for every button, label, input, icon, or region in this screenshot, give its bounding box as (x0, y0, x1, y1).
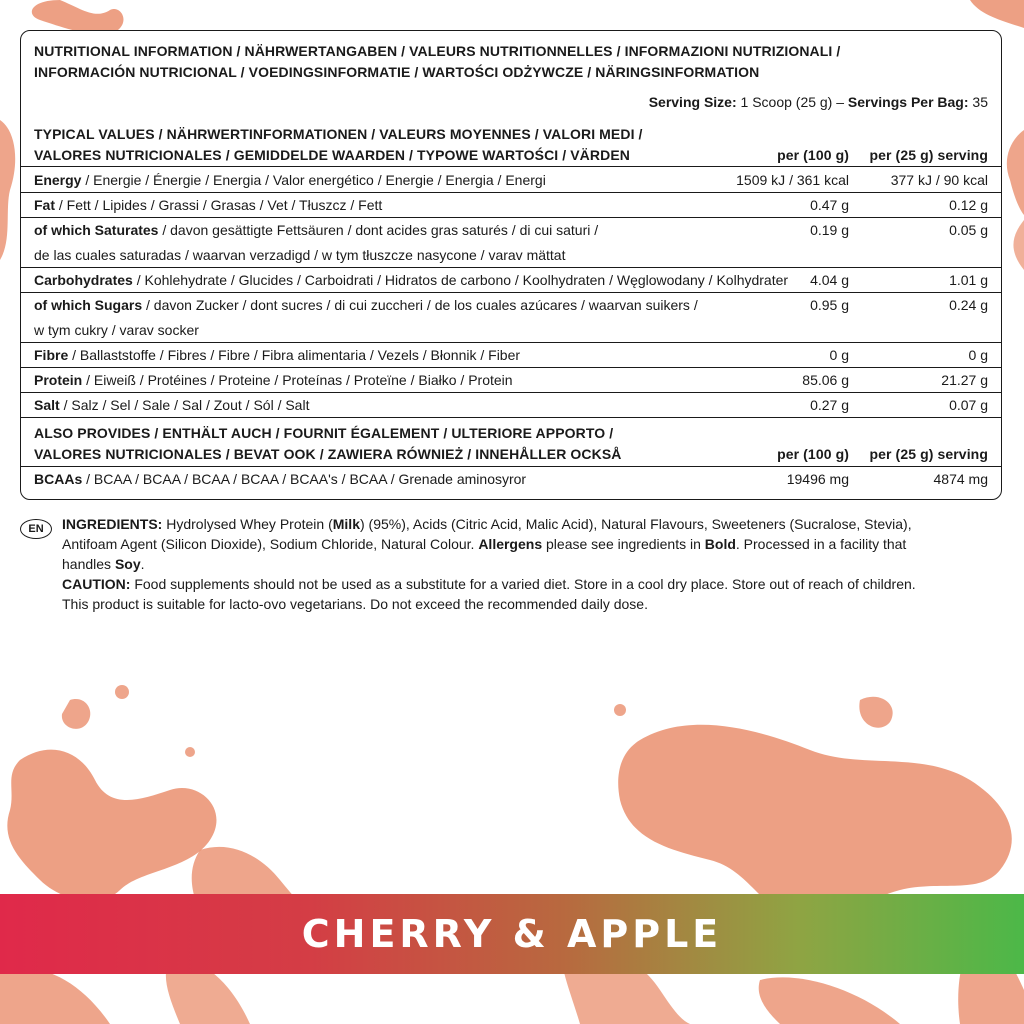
row-label: Fibre / Ballaststoffe / Fibres / Fibre / Fibra alimentaria / Vezels / Błonnik / Fiber (34, 347, 521, 363)
caution-label: CAUTION: (62, 576, 131, 592)
row-value-per-serving: 377 kJ / 90 kcal (890, 172, 988, 188)
row-label-continued: w tym cukry / varav socker (34, 322, 199, 338)
typical-values-line1: TYPICAL VALUES / NÄHRWERTINFORMATIONEN / VALEURS MOYENNES / VALORI MEDI / (34, 126, 643, 142)
row-value-per-serving: 0.24 g (949, 297, 988, 313)
also-provides-line2: VALORES NUTRICIONALES / BEVAT OOK / ZAWIERA RÓWNIEŻ / INNEHÅLLER OCKSÅ (34, 446, 622, 462)
row-value-per-serving: 0.05 g (949, 222, 988, 238)
row-value-per-serving: 0.07 g (949, 397, 988, 413)
row-label: of which Saturates / davon gesättigte Fettsäuren / dont acides gras saturés / di cui saturi / (34, 222, 599, 238)
row-value-per-100g: 85.06 g (802, 372, 849, 388)
row-value-per-serving: 21.27 g (941, 372, 988, 388)
row-value-per-100g: 0 g (829, 347, 849, 363)
table-title-line2: INFORMACIÓN NUTRICIONAL / VOEDINGSINFORMATIE / WARTOŚCI ODŻYWCZE / NÄRINGSINFORMATION (34, 64, 760, 80)
serving-info (649, 93, 988, 111)
column-header-per-serving: per (25 g) serving (869, 446, 988, 462)
divider (21, 192, 1001, 193)
divider (21, 267, 1001, 268)
caution-text: Food supplements should not be used as a substitute for a varied diet. Store in a cool dry place. Store out of reach of children. This product is suitable for lacto-ovo vegetarians. Do not exceed the recommended daily dose. (62, 576, 916, 612)
divider (21, 367, 1001, 368)
typical-values-line2: VALORES NUTRICIONALES / GEMIDDELDE WAARDEN / TYPOWE WARTOŚCI / VÄRDEN (34, 147, 630, 163)
ingredients-label: INGREDIENTS: (62, 516, 163, 532)
flavour-title: CHERRY & APPLE (301, 912, 723, 956)
row-value-per-100g: 0.19 g (810, 222, 849, 238)
row-value-per-100g: 0.27 g (810, 397, 849, 413)
row-value-per-100g: 1509 kJ / 361 kcal (736, 172, 849, 188)
row-value-per-serving: 0.12 g (949, 197, 988, 213)
divider (21, 342, 1001, 343)
ingredients-text: INGREDIENTS: Hydrolysed Whey Protein (Milk) (95%), Acids (Citric Acid, Malic Acid), Natural Flavours, Sweeteners (Sucralose, Stevia), Antifoam Agent (Silicon Dioxide), Sodium Chloride, Natural Colour. Allergens please see ingredients in Bold. Processed in a facility that handles Soy. CAUTION: Food supplements should not be used as a substitute for a varied diet. Store in a cool dry place. Store out of reach of children. This product is suitable for lacto-ovo vegetarians. Do not exceed the recommended daily dose. (62, 516, 916, 612)
row-label: Salt / Salz / Sel / Sale / Sal / Zout / Sól / Salt (34, 397, 310, 413)
divider (21, 217, 1001, 218)
row-label: Protein / Eiweiß / Protéines / Proteine / Proteínas / Proteïne / Białko / Protein (34, 372, 513, 388)
divider (21, 292, 1001, 293)
servings-per-bag-label: Servings Per Bag: (847, 94, 969, 110)
row-value-per-100g: 19496 mg (786, 471, 849, 487)
language-badge: EN (20, 519, 52, 539)
column-header-per-serving: per (25 g) serving (869, 147, 988, 163)
row-label-continued: de las cuales saturadas / waarvan verzadigd / w tym tłuszcze nasycone / varav mättat (34, 247, 566, 263)
divider (21, 166, 1001, 167)
flavour-banner (0, 894, 1024, 974)
table-title-line1: NUTRITIONAL INFORMATION / NÄHRWERTANGABEN / VALEURS NUTRITIONNELLES / INFORMAZIONI NUTRIZIONALI / (34, 43, 841, 59)
row-value-per-serving: 4874 mg (933, 471, 988, 487)
serving-size-value: 1 Scoop (25 g) – (736, 94, 848, 110)
row-value-per-serving: 1.01 g (949, 272, 988, 288)
serving-size-label: Serving Size: (648, 94, 737, 110)
servings-per-bag-value: 35 (968, 94, 988, 110)
row-label: BCAAs / BCAA / BCAA / BCAA / BCAA / BCAA's / BCAA / Grenade aminosyror (34, 471, 527, 487)
row-label: Carbohydrates / Kohlehydrate / Glucides / Carboidrati / Hidratos de carbono / Koolhydraten / Węglowodany / Kolhydrater (34, 272, 789, 288)
column-header-per-100g: per (100 g) (777, 446, 849, 462)
divider (21, 392, 1001, 393)
row-value-per-serving: 0 g (968, 347, 988, 363)
row-value-per-100g: 0.47 g (810, 197, 849, 213)
row-label: of which Sugars / davon Zucker / dont sucres / di cui zuccheri / de los cuales azúcares / waarvan suikers / (34, 297, 698, 313)
row-label: Energy / Energie / Énergie / Energia / Valor energético / Energie / Energia / Energi (34, 172, 546, 188)
also-provides-line1: ALSO PROVIDES / ENTHÄLT AUCH / FOURNIT ÉGALEMENT / ULTERIORE APPORTO / (34, 425, 614, 441)
row-value-per-100g: 4.04 g (810, 272, 849, 288)
divider (21, 466, 1001, 467)
row-label: Fat / Fett / Lipides / Grassi / Grasas / Vet / Tłuszcz / Fett (34, 197, 383, 213)
row-value-per-100g: 0.95 g (810, 297, 849, 313)
divider (21, 417, 1001, 418)
nutrition-table (20, 30, 1002, 500)
column-header-per-100g: per (100 g) (777, 147, 849, 163)
